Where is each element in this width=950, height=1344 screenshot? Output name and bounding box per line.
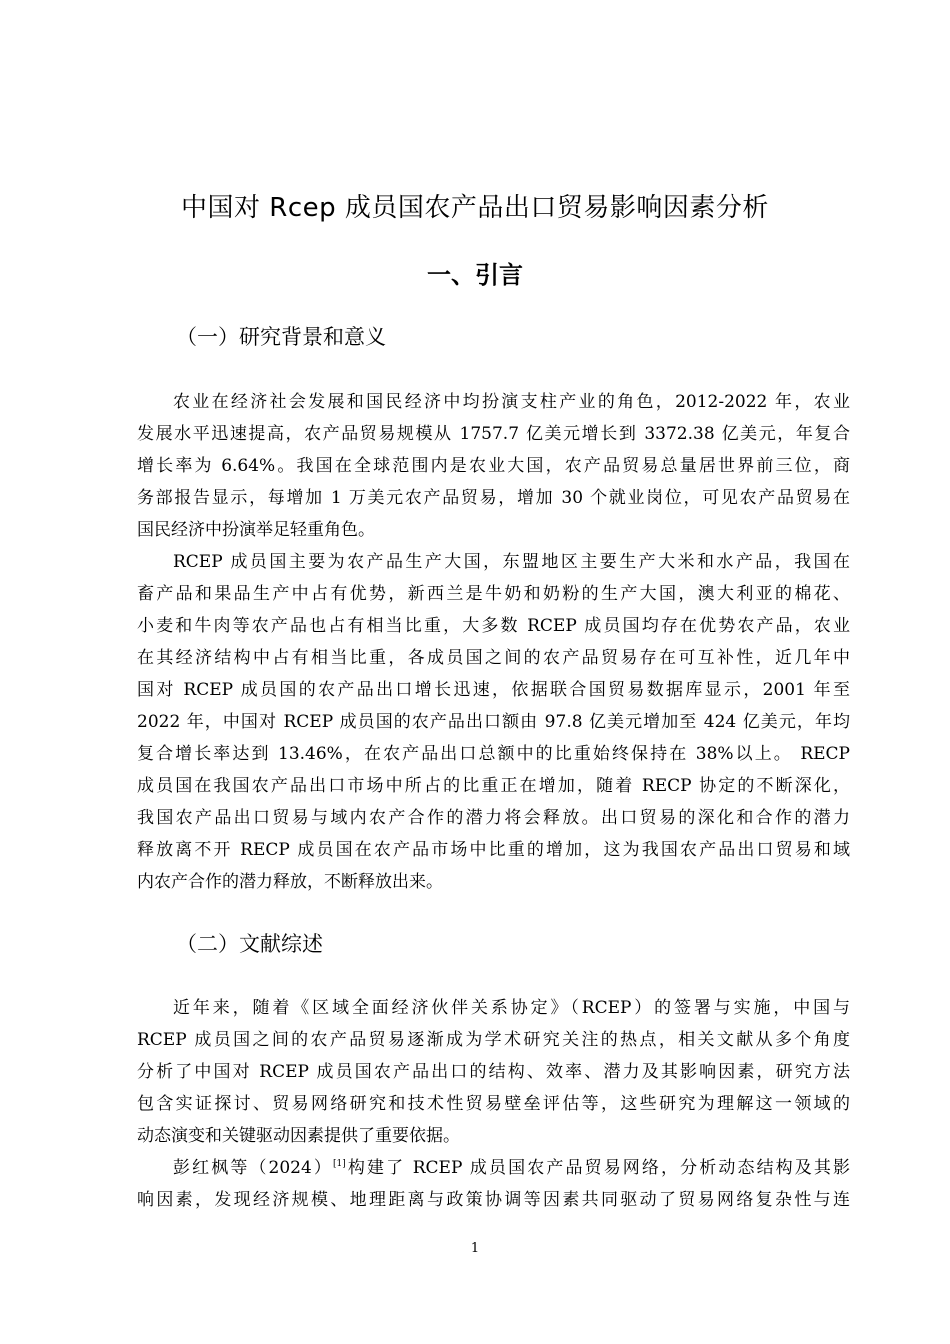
text-line: 成员国在我国农产品出口市场中所占的比重正在增加，随着 RECP 协定的不断深化，	[137, 776, 850, 796]
text-line: RCEP 成员国之间的农产品贸易逐渐成为学术研究关注的热点，相关文献从多个角度	[137, 1030, 850, 1050]
paragraph-literature-2	[137, 1152, 850, 1216]
text-line: 在其经济结构中占有相当比重，各成员国之间的农产品贸易存在可互补性，近几年中	[137, 648, 850, 668]
text-line: 内农产合作的潜力释放，不断释放出来。	[137, 872, 443, 892]
subsection-heading-background: （一）研究背景和意义	[176, 325, 386, 349]
text-line: RCEP 成员国主要为农产品生产大国，东盟地区主要生产大米和水产品，我国在	[173, 552, 850, 572]
subsection-heading-literature-review: （二）文献综述	[176, 932, 323, 956]
text-line: 分析了中国对 RCEP 成员国农产品出口的结构、效率、潜力及其影响因素，研究方法	[137, 1062, 850, 1082]
text-line: 动态演变和关键驱动因素提供了重要依据。	[137, 1126, 460, 1146]
paragraph-background-2	[137, 546, 850, 898]
text-line: 小麦和牛肉等农产品也占有相当比重，大多数 RCEP 成员国均存在优势农产品，农业	[137, 616, 850, 636]
section-heading-introduction: 一、引言	[427, 261, 523, 289]
paragraph-literature-1	[137, 992, 850, 1152]
document-title: 中国对 Rcep 成员国农产品出口贸易影响因素分析	[181, 193, 769, 223]
text-line	[137, 1152, 850, 1184]
citation-reference[interactable]: [1]	[333, 1159, 346, 1169]
text-line: 畜产品和果品生产中占有优势，新西兰是牛奶和奶粉的生产大国，澳大利亚的棉花、	[137, 584, 850, 604]
text-line: 国对 RCEP 成员国的农产品出口增长迅速，依据联合国贸易数据库显示，2001 年至	[137, 680, 850, 700]
text-line: 农业在经济社会发展和国民经济中均扮演支柱产业的角色，2012-2022 年，农业	[173, 392, 850, 412]
citation-author: 彭红枫等（2024）	[173, 1158, 334, 1178]
page-number: 1	[470, 1241, 480, 1256]
text-line: 发展水平迅速提高，农产品贸易规模从 1757.7 亿美元增长到 3372.38 亿美元，年复合	[137, 424, 850, 444]
paragraph-background-1	[137, 386, 850, 546]
text-line: 务部报告显示，每增加 1 万美元农产品贸易，增加 30 个就业岗位，可见农产品贸易在	[137, 488, 850, 508]
text-line: 近年来，随着《区域全面经济伙伴关系协定》（RCEP）的签署与实施，中国与	[173, 998, 850, 1018]
citation-text: 构建了 RCEP 成员国农产品贸易网络，分析动态结构及其影	[345, 1158, 850, 1178]
text-line: 包含实证探讨、贸易网络研究和技术性贸易壁垒评估等，这些研究为理解这一领域的	[137, 1094, 850, 1114]
text-line: 响因素，发现经济规模、地理距离与政策协调等因素共同驱动了贸易网络复杂性与连	[137, 1190, 850, 1210]
text-line: 我国农产品出口贸易与域内农产合作的潜力将会释放。出口贸易的深化和合作的潜力	[137, 808, 850, 828]
text-line: 增长率为 6.64%。我国在全球范围内是农业大国，农产品贸易总量居世界前三位，商	[137, 456, 850, 476]
text-line: 2022 年，中国对 RCEP 成员国的农产品出口额由 97.8 亿美元增加至 424 亿美元，年均	[137, 712, 850, 732]
text-line: 释放离不开 RECP 成员国在农产品市场中比重的增加，这为我国农产品出口贸易和域	[137, 840, 850, 860]
text-line: 复合增长率达到 13.46%，在农产品出口总额中的比重始终保持在 38%以上。 RECP	[137, 744, 850, 764]
text-line: 国民经济中扮演举足轻重角色。	[137, 520, 375, 540]
